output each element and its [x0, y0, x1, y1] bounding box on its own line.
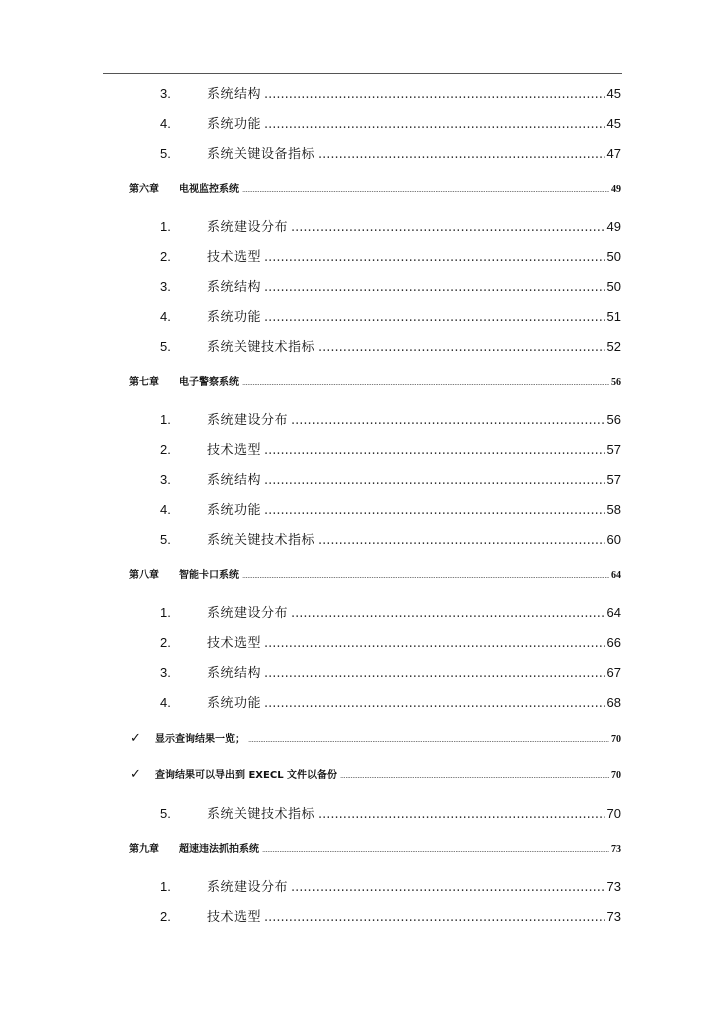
dot-leader: [264, 117, 605, 132]
toc-page: 50: [606, 249, 621, 264]
toc-page: 56: [606, 412, 621, 427]
dot-leader: [291, 606, 605, 621]
dot-leader: [291, 880, 605, 895]
toc-entry[interactable]: [160, 632, 621, 652]
chapter-title: 超速违法抓拍系统: [179, 844, 259, 855]
dot-leader: [291, 220, 605, 235]
toc-entry[interactable]: [160, 439, 621, 459]
dot-leader: [264, 503, 605, 518]
toc-page: 66: [606, 635, 621, 650]
toc-title: 系统关键设备指标: [207, 147, 316, 162]
toc-entry[interactable]: [160, 602, 621, 622]
toc-number: 1.: [160, 219, 171, 234]
dot-leader: [264, 636, 605, 651]
toc-number: 2.: [160, 909, 171, 924]
toc-page: 45: [606, 86, 621, 101]
dot-leader: [291, 413, 605, 428]
toc-number: 5.: [160, 146, 171, 161]
toc-page: 68: [606, 695, 621, 710]
toc-entry[interactable]: [160, 803, 621, 823]
toc-title: 系统建设分布: [207, 413, 289, 428]
toc-title: 技术选型: [207, 250, 262, 265]
toc-page: 70: [611, 734, 621, 745]
toc-title: 系统功能: [207, 696, 262, 711]
toc-page: 70: [611, 770, 621, 781]
dot-leader: [264, 910, 605, 925]
toc-entry[interactable]: [160, 246, 621, 266]
toc-title: 系统结构: [207, 280, 262, 295]
dot-leader: [264, 310, 605, 325]
toc-entry[interactable]: [160, 906, 621, 926]
toc-page: 73: [606, 879, 621, 894]
toc-page: 73: [606, 909, 621, 924]
toc-entry[interactable]: [160, 409, 621, 429]
toc-title: 技术选型: [207, 910, 262, 925]
toc-title: 技术选型: [207, 636, 262, 651]
toc-number: 3.: [160, 86, 171, 101]
dot-leader: [318, 533, 605, 548]
toc-bullet-entry[interactable]: [130, 730, 621, 746]
toc-chapter[interactable]: [129, 840, 621, 856]
toc-title: 系统结构: [207, 666, 262, 681]
dot-leader: [262, 846, 609, 854]
toc-title: 系统结构: [207, 87, 262, 102]
dot-leader: [318, 147, 605, 162]
toc-page: 73: [611, 844, 621, 855]
toc-number: 4.: [160, 116, 171, 131]
toc-page: 70: [606, 806, 621, 821]
toc-page: 57: [606, 442, 621, 457]
toc-number: 3.: [160, 665, 171, 680]
chapter-label: 第七章: [129, 377, 159, 388]
toc-entry[interactable]: [160, 876, 621, 896]
toc-page: 50: [606, 279, 621, 294]
toc-title: 系统建设分布: [207, 880, 289, 895]
chapter-label: 第八章: [129, 570, 159, 581]
toc-title: 系统功能: [207, 117, 262, 132]
dot-leader: [264, 280, 605, 295]
toc-chapter[interactable]: [129, 180, 621, 196]
dot-leader: [264, 250, 605, 265]
toc-number: 3.: [160, 279, 171, 294]
checkmark-icon: ✓: [130, 731, 141, 746]
toc-page: 49: [611, 184, 621, 195]
toc-number: 1.: [160, 605, 171, 620]
dot-leader: [264, 87, 605, 102]
toc-entry[interactable]: [160, 83, 621, 103]
toc-entry[interactable]: [160, 216, 621, 236]
toc-entry[interactable]: [160, 529, 621, 549]
toc-chapter[interactable]: [129, 566, 621, 582]
toc-page: 64: [606, 605, 621, 620]
chapter-label: 第六章: [129, 184, 159, 195]
dot-leader: [242, 379, 609, 387]
dot-leader: [264, 696, 605, 711]
toc-entry[interactable]: [160, 143, 621, 163]
toc-page: 67: [606, 665, 621, 680]
chapter-title: 电视监控系统: [179, 184, 239, 195]
toc-number: 1.: [160, 879, 171, 894]
toc-number: 5.: [160, 532, 171, 547]
toc-number: 4.: [160, 695, 171, 710]
checkmark-icon: ✓: [130, 767, 141, 782]
toc-page: 60: [606, 532, 621, 547]
toc-entry[interactable]: [160, 306, 621, 326]
chapter-title: 智能卡口系统: [179, 570, 239, 581]
toc-page: 57: [606, 472, 621, 487]
toc-title: 系统建设分布: [207, 606, 289, 621]
dot-leader: [242, 572, 609, 580]
toc-title: 技术选型: [207, 443, 262, 458]
toc-title: 系统结构: [207, 473, 262, 488]
toc-title: 系统关键技术指标: [207, 807, 316, 822]
toc-number: 4.: [160, 309, 171, 324]
toc-entry[interactable]: [160, 499, 621, 519]
toc-number: 3.: [160, 472, 171, 487]
toc-page: 58: [606, 502, 621, 517]
toc-page: 52: [606, 339, 621, 354]
toc-number: 2.: [160, 442, 171, 457]
dot-leader: [318, 807, 605, 822]
dot-leader: [264, 443, 605, 458]
header-rule: [103, 73, 622, 74]
toc-entry[interactable]: [160, 336, 621, 356]
toc-number: 5.: [160, 806, 171, 821]
dot-leader: [264, 473, 605, 488]
toc-page: 47: [606, 146, 621, 161]
toc-entry[interactable]: [160, 469, 621, 489]
toc-title: 系统功能: [207, 503, 262, 518]
dot-leader: [264, 666, 605, 681]
toc-title: 查询结果可以导出到 EXECL 文件以备份: [155, 770, 338, 781]
toc-entry[interactable]: [160, 276, 621, 296]
toc-title: 系统建设分布: [207, 220, 289, 235]
toc-page: 51: [606, 309, 621, 324]
toc-page: 49: [606, 219, 621, 234]
toc-title: 系统关键技术指标: [207, 340, 316, 355]
toc-page: 45: [606, 116, 621, 131]
toc-page: 64: [611, 570, 621, 581]
toc-number: 2.: [160, 635, 171, 650]
toc-number: 2.: [160, 249, 171, 264]
toc-number: 1.: [160, 412, 171, 427]
toc-page: 56: [611, 377, 621, 388]
dot-leader: [340, 772, 609, 780]
dot-leader: [318, 340, 605, 355]
toc-chapter[interactable]: [129, 373, 621, 389]
toc-entry[interactable]: [160, 692, 621, 712]
chapter-title: 电子警察系统: [179, 377, 239, 388]
toc-entry[interactable]: [160, 113, 621, 133]
toc-title: 系统功能: [207, 310, 262, 325]
chapter-label: 第九章: [129, 844, 159, 855]
dot-leader: [242, 186, 609, 194]
toc-title: 系统关键技术指标: [207, 533, 316, 548]
toc-number: 5.: [160, 339, 171, 354]
toc-entry[interactable]: [160, 662, 621, 682]
toc-title: 显示查询结果一览；: [155, 734, 245, 745]
toc-number: 4.: [160, 502, 171, 517]
dot-leader: [248, 736, 609, 744]
toc-bullet-entry[interactable]: [130, 766, 621, 782]
